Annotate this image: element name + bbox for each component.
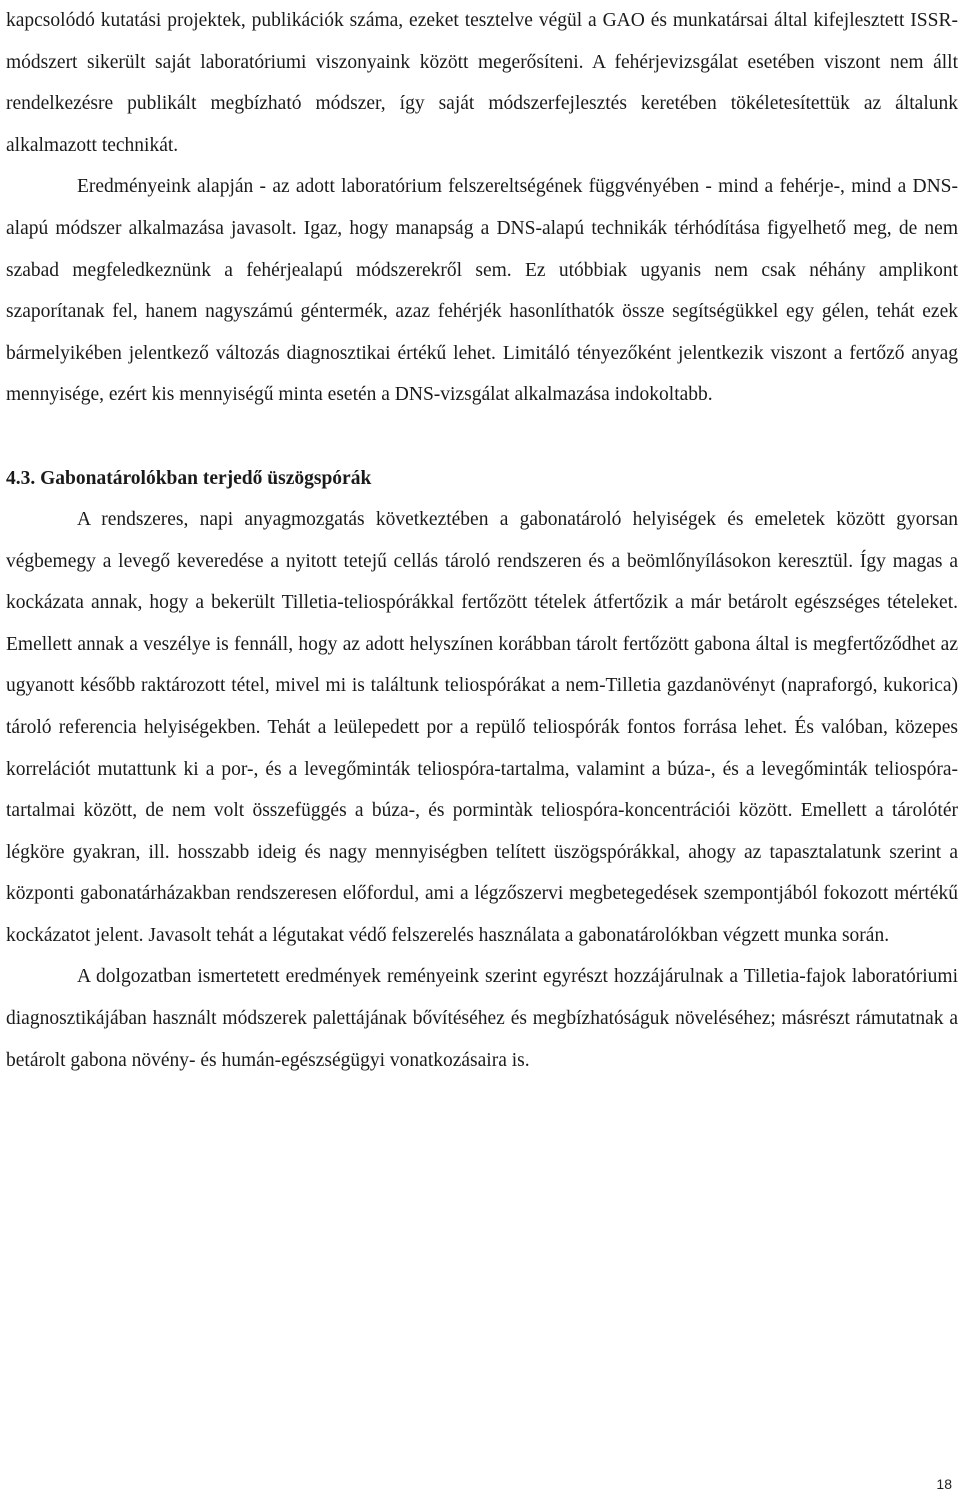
paragraph-summary xyxy=(6,956,958,1081)
summary-text: A dolgozatban ismertetett eredmények reményeink szerint egyrészt hozzájárulnak a Tilletia-fajok laboratóriumi diagnosztikájában használt módszerek palettájának bővítéséhez és megbízhatóságuk növeléséhez; másrészt rámutatnak a betárolt gabona növény- és humán-egészségügyi vonatkozásaira is. xyxy=(6,966,958,1071)
page-number: 18 xyxy=(936,1476,952,1492)
document-page xyxy=(6,0,958,1081)
paragraph-results: Eredményeink alapján - az adott laboratórium felszereltségének függvényében - mind a fehérje-, mind a DNS-alapú módszer alkalmazása javasolt. Igaz, hogy manapság a DNS-alapú technikák térhódítása figyelhető meg, de nem szabad megfeledkeznünk a fehérjealapú módszerekről sem. Ez utóbbiak ugyanis nem csak néhány amplikont szaporítanak fel, hanem nagyszámú géntermék, azaz fehérjék hasonlíthatók össze segítségükkel egy gélen, tehát ezek bármelyikében jelentkező változás diagnosztikai értékű lehet. Limitáló tényezőként jelentkezik viszont a fertőző anyag mennyisége, ezért kis mennyiségű minta esetén a DNS-vizsgálat alkalmazása indokoltabb. xyxy=(6,176,958,406)
paragraph-grain-storage: A rendszeres, napi anyagmozgatás következtében a gabonatároló helyiségek és emeletek között gyorsan végbemegy a levegő keveredése a nyitott tetejű cellás tároló rendszeren és a beömlőnyílásokon keresztül. Így magas a kockázata annak, hogy a bekerült Tilletia-teliospórákkal fertőzött tételek átfertőzik a már betárolt egészséges tételeket. Emellett annak a veszélye is fennáll, hogy az adott helyszínen korábban tárolt fertőzött gabona által is megfertőződhet az ugyanott később raktározott tétel, mivel mi is találtunk teliospórákat a nem-Tilletia gazdanövényt (napraforgó, kukorica) tároló referencia helyiségekben. Tehát a leülepedett por a repülő teliospórák fontos forrása lehet. És valóban, közepes korrelációt mutattunk ki a por-, és a levegőminták teliospóra-tartalma, valamint a búza-, és a levegőminták teliospóra-tartalmai között, de nem volt összefüggés a búza-, és pormintàk teliospóra-koncentrációi között. Emellett a tárolótér légköre gyakran, ill. hosszabb ideig és nagy mennyiségben telített üszögspórákkal, ahogy az tapasztalatunk szerint a központi gabonatárházakban rendszeresen előfordul, ami a légzőszervi megbetegedések szempontjából fokozott mértékű kockázatot jelent. Javasolt tehát a légutakat védő felszerelés használata a gabonatárolókban végzett munka során. xyxy=(6,508,958,946)
section-heading: 4.3. Gabonatárolókban terjedő üszögspórák xyxy=(6,467,372,489)
paragraph-continuation: kapcsolódó kutatási projektek, publikációk száma, ezeket tesztelve végül a GAO és munkatársai által kifejlesztett ISSR-módszert sikerült saját laboratóriumi viszonyaink között megerősíteni. A fehérjevizsgálat esetében viszont nem állt rendelkezésre publikált megbízható módszer, így saját módszerfejlesztés keretében tökéletesítettük az általunk alkalmazott technikát. xyxy=(6,10,958,156)
